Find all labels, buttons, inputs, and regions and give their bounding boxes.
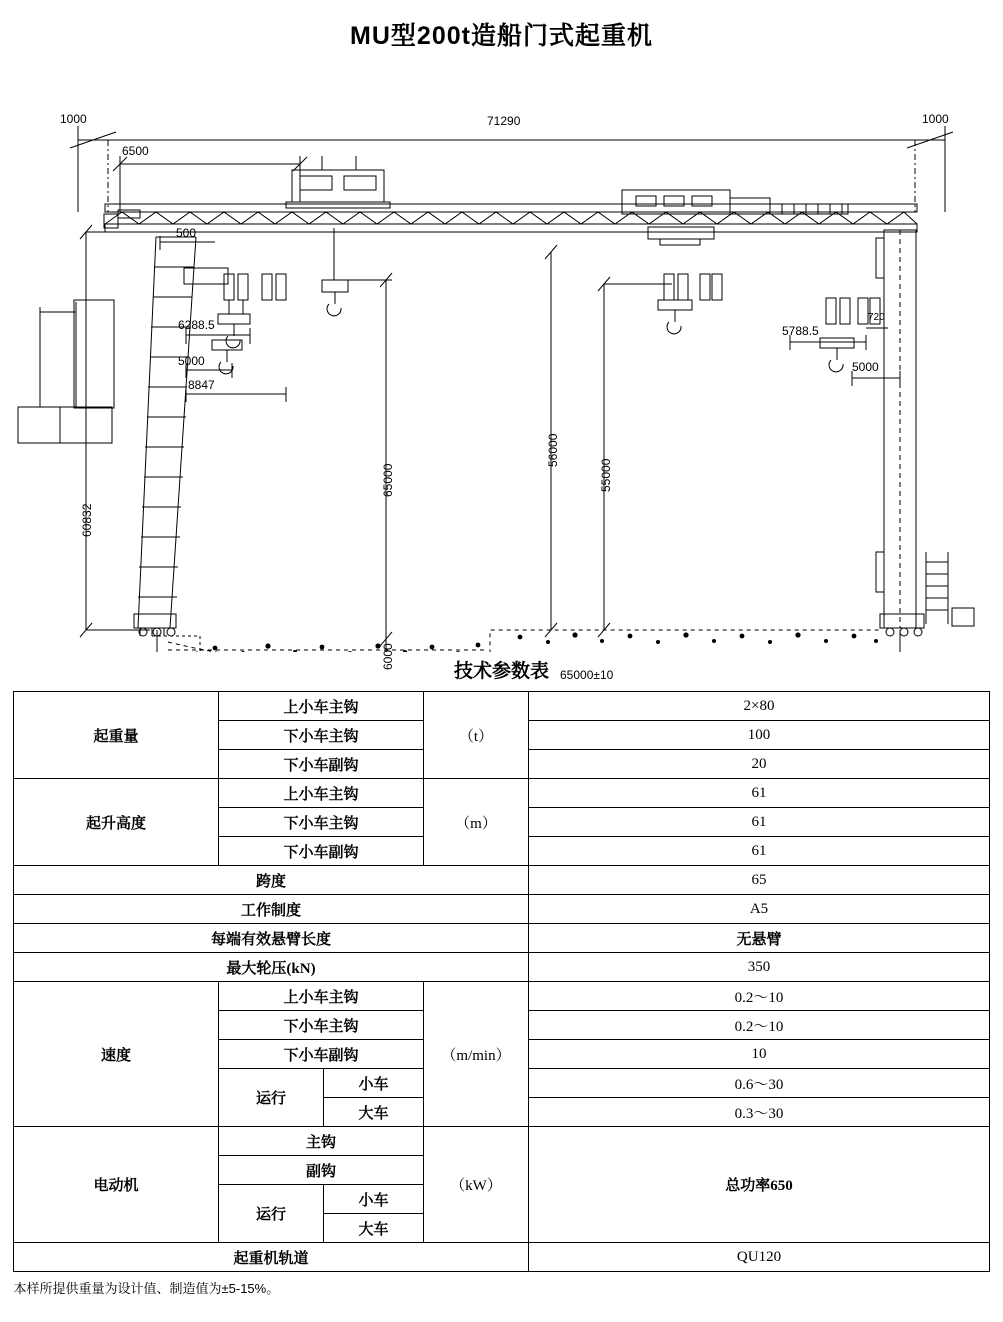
cell-motor-trolley: 小车 [323,1185,423,1214]
table-row [13,866,989,895]
table-row [13,953,989,982]
cell-lower-trolley-main: 下小车主钩 [218,721,423,750]
dim-leg-width: 8847 [188,378,215,392]
cell-speed-lower-main: 下小车主钩 [218,1011,423,1040]
cell-lower-trolley-aux-2: 下小车副钩 [218,837,423,866]
cell-value-s1: 0.2～10 [529,982,990,1011]
table-row [13,1243,989,1272]
page-title: MU型200t造船门式起重机 [350,22,653,50]
dim-total-height: 60832 [80,503,94,537]
dim-pit-depth: 6000 [381,643,395,670]
cell-value-61c: 61 [529,837,990,866]
cell-unit-kw: （kW） [424,1127,529,1243]
dim-right-small: 720 [868,312,885,323]
cell-speed-travel: 运行 [218,1069,323,1127]
row-label-crane-rail: 起重机轨道 [13,1243,528,1272]
row-label-max-wheel-load: 最大轮压(kN) [13,953,528,982]
table-row [13,692,989,721]
table-row [13,982,989,1011]
cell-motor-aux-hook: 副钩 [218,1156,423,1185]
cell-value-a5: A5 [529,895,990,924]
table-caption: 技术参数表 [453,661,549,682]
table-row [13,924,989,953]
dim-trolley-gauge: 6500 [122,144,149,158]
cell-speed-trolley: 小车 [323,1069,423,1098]
cell-speed-upper-main: 上小车主钩 [218,982,423,1011]
row-label-lift-height: 起升高度 [13,779,218,866]
cell-unit-m: （m） [424,779,529,866]
dim-span-total: 71290 [487,114,521,128]
row-label-speed: 速度 [13,982,218,1127]
crane-drawing-svg [0,52,1003,652]
cell-value-s5: 0.3～30 [529,1098,990,1127]
row-label-hoist-weight: 起重量 [13,692,218,779]
dim-upper-trolley-right: 5788.5 [782,324,819,338]
cell-lower-trolley-main-2: 下小车主钩 [218,808,423,837]
cell-upper-trolley-main: 上小车主钩 [218,692,423,721]
cell-lower-trolley-aux: 下小车副钩 [218,750,423,779]
dim-right-end: 1000 [922,112,949,126]
cell-value-s4: 0.6～30 [529,1069,990,1098]
cell-motor-crane: 大车 [323,1214,423,1243]
cell-value-350: 350 [529,953,990,982]
cell-upper-trolley-main-2: 上小车主钩 [218,779,423,808]
cell-unit-mmin: （m/min） [424,982,529,1127]
cell-value-s3: 10 [529,1040,990,1069]
dim-span-65000: 65000±10 [560,668,614,682]
table-row [13,779,989,808]
cell-value-61a: 61 [529,779,990,808]
dim-lift-65000: 65000 [381,463,395,497]
cell-value-2x80: 2×80 [529,692,990,721]
cell-value-61b: 61 [529,808,990,837]
table-row [13,1127,989,1156]
table-row [13,895,989,924]
cell-value-20: 20 [529,750,990,779]
footnote: 本样所提供重量为设计值、制造值为±5-15%。 [13,1281,280,1296]
row-label-cantilever: 每端有效悬臂长度 [13,924,528,953]
dim-rail-offset: 500 [176,226,197,240]
dim-height-55000: 55000 [599,458,613,492]
cell-speed-crane: 大车 [323,1098,423,1127]
dim-left-end: 1000 [60,112,87,126]
cell-value-total-power: 总功率650 [529,1127,990,1243]
row-label-duty: 工作制度 [13,895,528,924]
cell-value-nocantilever: 无悬臂 [529,924,990,953]
cell-unit-t: （t） [424,692,529,779]
spec-table [13,691,990,1272]
dim-upper-trolley-left: 6288.5 [178,318,215,332]
row-label-span: 跨度 [13,866,528,895]
row-label-motor: 电动机 [13,1127,218,1243]
dim-height-56000: 56000 [546,433,560,467]
cell-value-100: 100 [529,721,990,750]
cell-motor-main-hook: 主钩 [218,1127,423,1156]
dim-hook-right-5000: 5000 [852,360,879,374]
dim-hook-left-5000: 5000 [178,354,205,368]
cell-speed-lower-aux: 下小车副钩 [218,1040,423,1069]
cell-value-qu120: QU120 [529,1243,990,1272]
cell-value-s2: 0.2～10 [529,1011,990,1040]
cell-value-65: 65 [529,866,990,895]
cell-motor-travel: 运行 [218,1185,323,1243]
